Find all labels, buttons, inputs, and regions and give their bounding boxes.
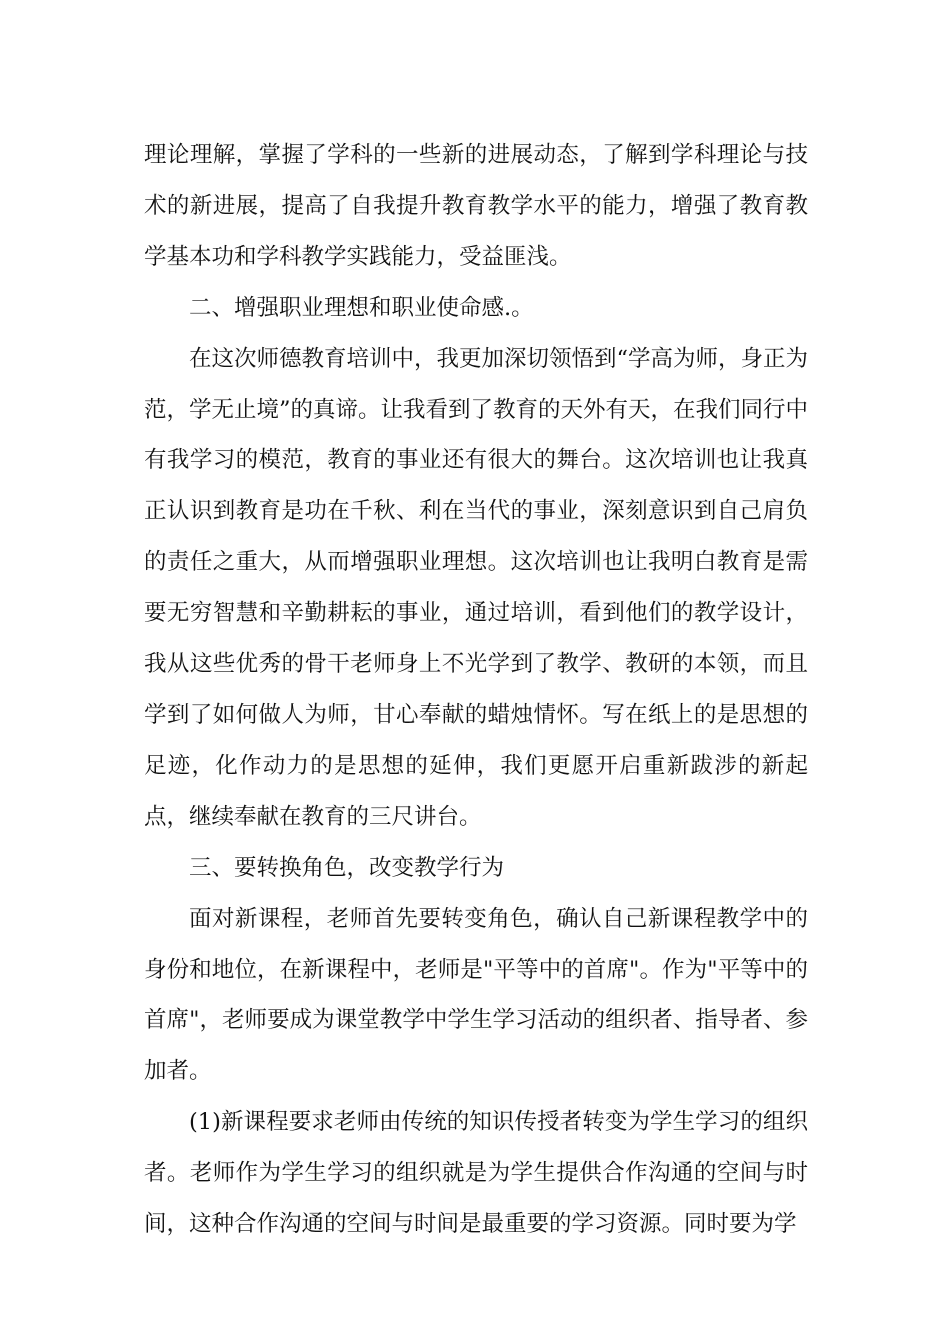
paragraph-point-1: (1)新课程要求老师由传统的知识传授者转变为学生学习的组织者。老师作为学生学习的组织就是为学生提供合作沟通的空间与时间，这种合作沟通的空间与时间是最重要的学习资源。同时要为学 <box>144 1109 808 1238</box>
section-heading-2: 二、增强职业理想和职业使命感.。 <box>189 294 534 321</box>
paragraph-teacher-ethics-training: 在这次师德教育培训中，我更加深切领悟到“学高为师，身正为范，学无止境”的真谛。让我看到了教育的天外有天，在我们同行中有我学习的模范，教育的事业还有很大的舞台。这次培训也让我真正认识到教育是功在千秋、利在当代的事业，深刻意识到自己肩负的责任之重大，从而增强职业理想。这次培训也让我明白教育是需要无穷智慧和辛勤耕耘的事业，通过培训，看到他们的教学设计，我从这些优秀的骨干老师身上不光学到了教学、教研的本领，而且学到了如何做人为师，甘心奉献的蜡烛情怀。写在纸上的是思想的足迹，化作动力的是思想的延伸，我们更愿开启重新跋涉的新起点，继续奉献在教育的三尺讲台。 <box>144 345 809 830</box>
paragraph-new-curriculum-role: 面对新课程，老师首先要转变角色，确认自己新课程教学中的身份和地位，在新课程中，老师是"平等中的首席"。作为"平等中的首席"，老师要成为课堂教学中学生学习活动的组织者、指导者、参加者。 <box>144 905 808 1085</box>
document-body <box>144 130 808 1250</box>
paragraph-continuation: 理论理解，掌握了学科的一些新的进展动态，了解到学科理论与技术的新进展，提高了自我提升教育教学水平的能力，增强了教育教学基本功和学科教学实践能力，受益匪浅。 <box>144 142 808 270</box>
section-heading-3: 三、要转换角色，改变教学行为 <box>189 854 505 881</box>
